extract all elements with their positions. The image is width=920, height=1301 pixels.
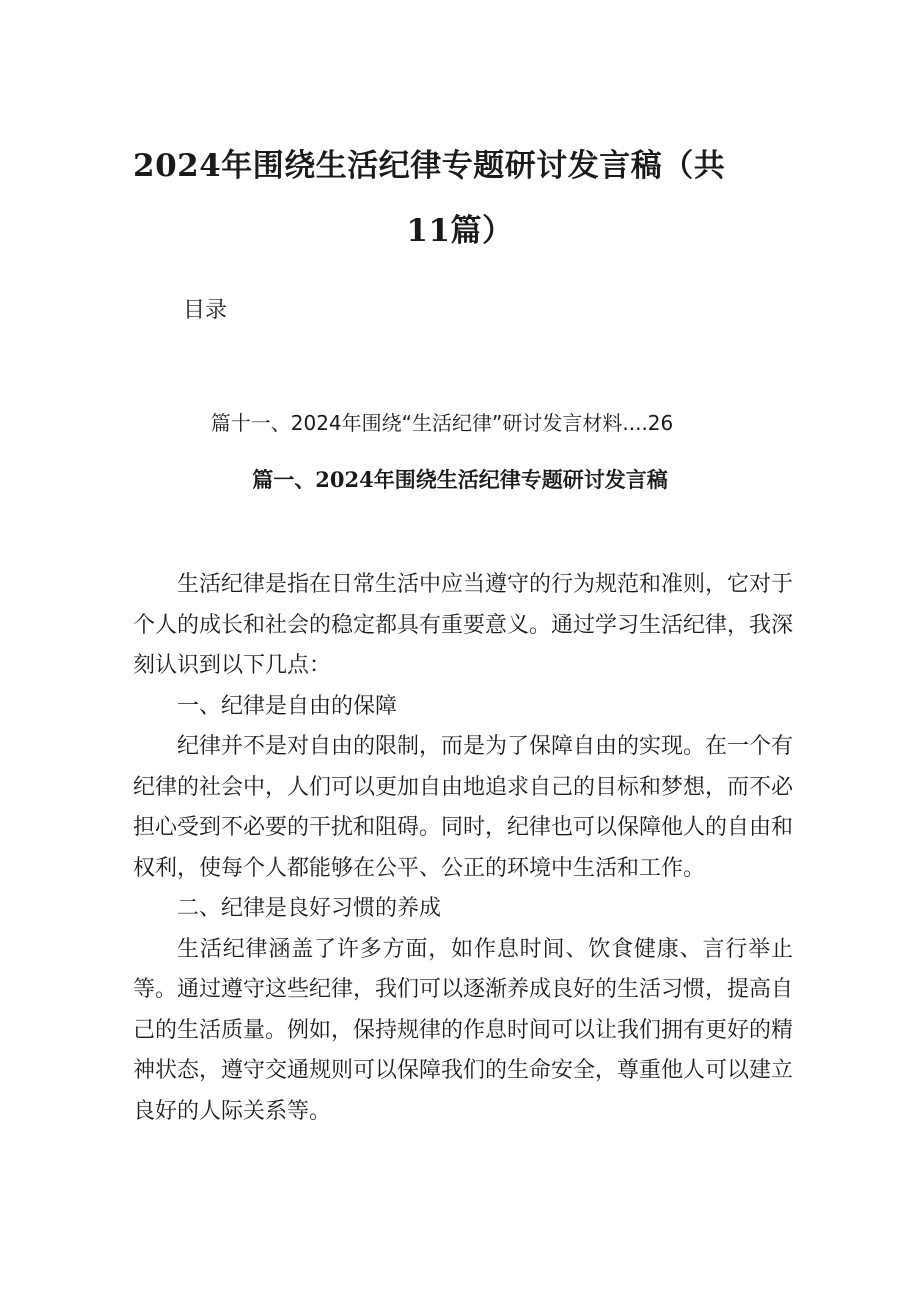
section-title-rest: 年围绕生活纪律专题研讨发言稿: [373, 468, 668, 492]
section-title-year: 2024: [315, 467, 374, 492]
toc-entry[interactable]: 篇十一、2024年围绕“生活纪律”研讨发言材料....26: [210, 411, 674, 435]
paragraph-1: 纪律并不是对自由的限制，而是为了保障自由的实现。在一个有纪律的社会中，人们可以更加自由地追求自己的目标和梦想，而不必担心受到不必要的干扰和阻碍。同时，纪律也可以保障他人的自由和权利，使每个人都能够在公平、公正的环境中生活和工作。: [133, 734, 794, 881]
section-title-prefix: 篇一、: [252, 468, 316, 492]
document-title-line2: 11篇）: [406, 213, 514, 249]
subheading-2: 二、纪律是良好习惯的养成: [177, 896, 442, 921]
paragraph-2: 生活纪律涵盖了许多方面，如作息时间、饮食健康、言行举止等。通过遵守这些纪律，我们可以逐渐养成良好的生活习惯，提高自己的生活质量。例如，保持规律的作息时间可以让我们拥有更好的精神状态，遵守交通规则可以保障我们的生命安全，尊重他人可以建立良好的人际关系等。: [133, 936, 794, 1124]
subheading-1: 一、纪律是自由的保障: [177, 693, 398, 719]
section-title: [0, 465, 920, 495]
toc-heading: 目录: [183, 298, 228, 323]
body-text: [133, 565, 793, 1132]
document-title-line1: 2024年围绕生活纪律专题研讨发言稿（共: [133, 148, 726, 184]
paragraph-intro: 生活纪律是指在日常生活中应当遵守的行为规范和准则，它对于个人的成长和社会的稳定都具有重要意义。通过学习生活纪律，我深刻认识到以下几点：: [133, 572, 794, 678]
